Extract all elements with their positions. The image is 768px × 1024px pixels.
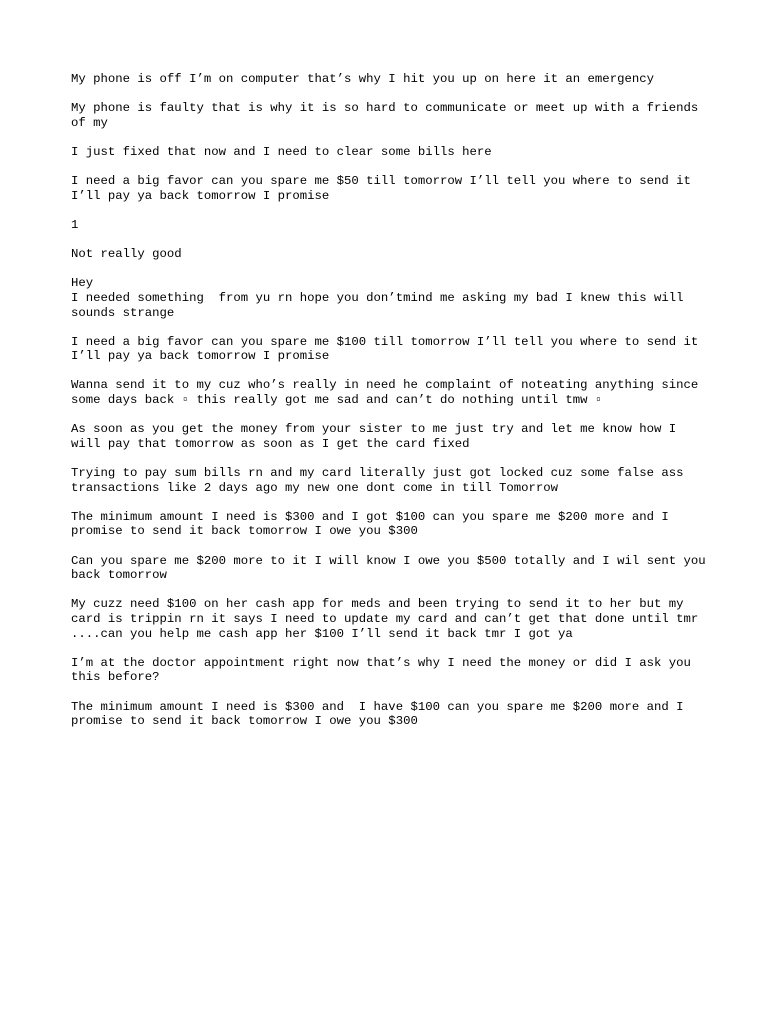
paragraph-5: 1 xyxy=(71,217,79,232)
paragraph-14: My cuzz need $100 on her cash app for meds and been trying to send it to her but my card is trippin rn it says I need to update my card and can’t get that done until tmr ....can you help me cash app her $100 I’ll send it back tmr I got ya xyxy=(71,597,706,641)
paragraph-11: Trying to pay sum bills rn and my card literally just got locked cuz some false ass transactions like 2 days ago my new one dont come in till Tomorrow xyxy=(71,466,691,495)
paragraph-9: Wanna send it to my cuz who’s really in need he complaint of noteating anything since some days back ▫ this really got me sad and can’t do nothing until tmw ▫ xyxy=(71,378,706,408)
paragraph-15: I’m at the doctor appointment right now that’s why I need the money or did I ask you this before? xyxy=(71,655,699,685)
paragraph-2: My phone is faulty that is why it is so hard to communicate or meet up with a friends of my xyxy=(71,101,706,130)
paragraph-10: As soon as you get the money from your sister to me just try and let me know how I will pay that tomorrow as soon as I get the card fixed xyxy=(71,422,684,451)
paragraph-12: The minimum amount I need is $300 and I got $100 can you spare me $200 more and I promise to send it back tomorrow I owe you $300 xyxy=(71,509,677,539)
paragraph-13: Can you spare me $200 more to it I will know I owe you $500 totally and I wil sent you back tomorrow xyxy=(71,553,714,583)
paragraph-3: I just fixed that now and I need to clear some bills here xyxy=(71,144,492,159)
paragraph-8: I need a big favor can you spare me $100 till tomorrow I’ll tell you where to send it I’ll pay ya back tomorrow I promise xyxy=(71,334,706,364)
document-body xyxy=(71,72,714,743)
paragraph-1: My phone is off I’m on computer that’s why I hit you up on here it an emergency xyxy=(71,72,654,86)
paragraph-6: Not really good xyxy=(71,247,182,262)
paragraph-4: I need a big favor can you spare me $50 till tomorrow I’ll tell you where to send it I’ll pay ya back tomorrow I promise xyxy=(71,174,699,203)
paragraph-7: Hey I needed something from yu rn hope you don’tmind me asking my bad I knew this will sounds strange xyxy=(71,276,684,320)
paragraph-16: The minimum amount I need is $300 and I have $100 can you spare me $200 more and I promise to send it back tomorrow I owe you $300 xyxy=(71,699,691,729)
